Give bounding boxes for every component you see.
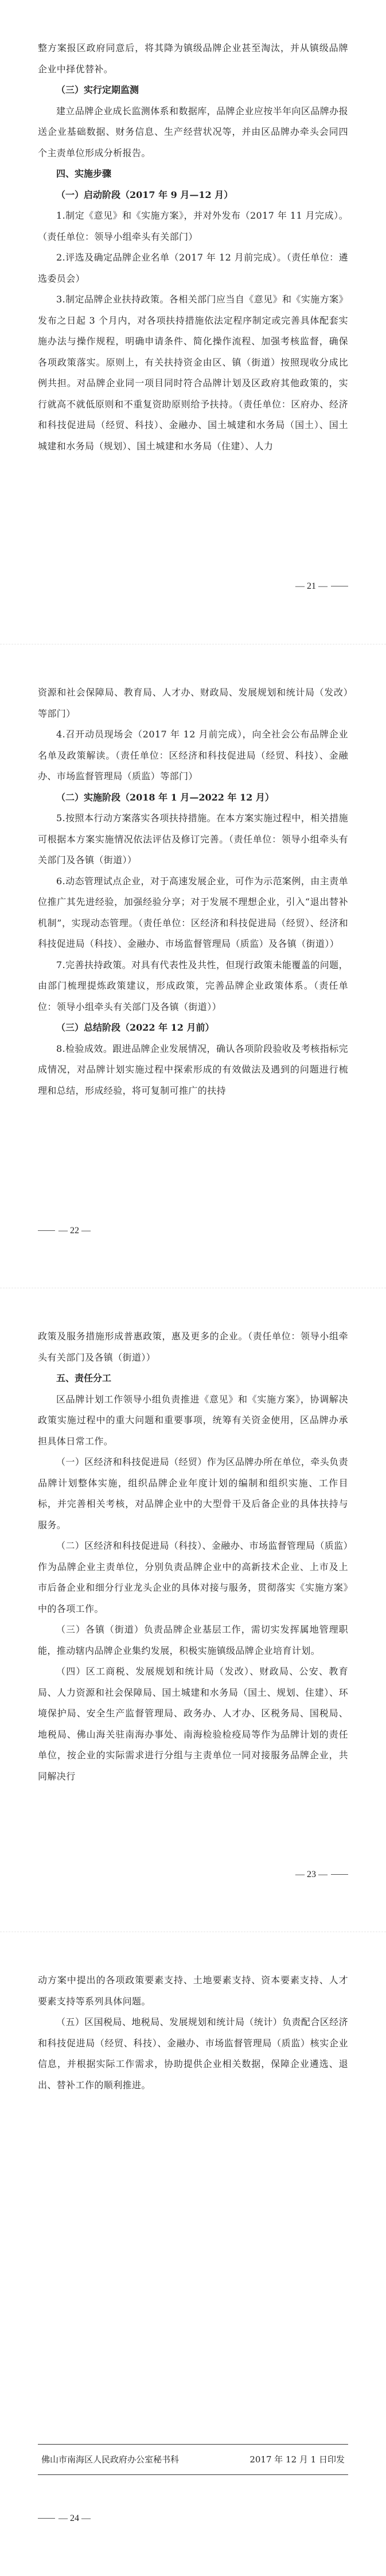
issuing-office: 佛山市南海区人民政府办公室秘书科 <box>41 2454 180 2465</box>
section-heading: （二）实施阶段（2018 年 1 月—2022 年 12 月） <box>56 791 274 803</box>
document-page-23 <box>0 1288 386 1932</box>
page-body <box>38 682 348 1101</box>
page-number-text: — 21 — <box>295 581 327 591</box>
paragraph: （一）区经济和科技促进局（经贸）作为区品牌办所在单位，牵头负责品牌计划整体实施，组织品牌企业年度计划的编制和组织实施、工作目标，并完善相关考核，对品牌企业中的大型骨干及后备企业的具体扶持与服务。 <box>38 1456 348 1530</box>
document-page-24 <box>0 1932 386 2576</box>
chapter-heading: 五、责任分工 <box>56 1373 112 1384</box>
page-number-text: — 23 — <box>295 1870 327 1879</box>
page-number-rule <box>331 1874 348 1875</box>
paragraph: 7.完善扶持政策。对具有代表性及共性，但现行政策未能覆盖的问题，由部门梳理提炼政策建议，形成政策，完善品牌企业政策体系。（责任单位：领导小组牵头有关部门及各镇（街道）） <box>38 959 348 1012</box>
paragraph: 动方案中提出的各项政策要素支持、土地要素支持、资本要素支持、人才要素支持等系列具体问题。 <box>38 1975 348 2007</box>
paragraph: 整方案报区政府同意后，将其降为镇级品牌企业甚至淘汰，并从镇级品牌企业中择优替补。 <box>38 42 348 75</box>
issue-date: 2017 年 12 月 1 日印发 <box>249 2454 345 2465</box>
page-body <box>38 1326 348 1787</box>
paragraph: 3.制定品牌企业扶持政策。各相关部门应当自《意见》和《实施方案》发布之日起 3 个月内，对各项扶持措施依法定程序制定或完善具体配套实施办法与操作规程，明确申请条件、简化操作流程、加强考核监督，确保各项政策落实。原则上，有关扶持资金由区、镇（街道）按照现收分成比例共担。对品牌企业同一项目同时符合品牌计划及区政府其他政策的，实行就高不就低原则和不重复资助原则给予扶持。（责任单位：区府办、经济和科技促进局（经贸、科技）、金融办、国土城建和水务局（国土）、国土城建和水务局（规划）、国土城建和水务局（住建）、人力 <box>38 294 348 452</box>
document-page-22 <box>0 644 386 1288</box>
page-number <box>38 2512 348 2526</box>
page-body <box>38 1970 348 2096</box>
page-number <box>38 1224 348 1238</box>
section-heading: （三）总结阶段（2022 年 12 月前） <box>56 1022 215 1033</box>
paragraph: 6.动态管理试点企业，对于高速发展企业，可作为示范案例，由主责单位推广其先进经验，加强经验分享；对于发展不理想企业，引入“退出替补机制”，实现动态管理。（责任单位：区经济和科技促进局（经贸）、经济和科技促进局（科技）、金融办、市场监督管理局（质监）及各镇（街道）） <box>38 875 348 949</box>
paragraph: 4.召开动员现场会（2017 年 12 月前完成），向全社会公布品牌企业名单及政策解读。（责任单位：区经济和科技促进局（经贸、科技）、金融办、市场监督管理局（质监）等部门） <box>38 729 348 782</box>
paragraph: 5.按照本行动方案落实各项扶持措施。在本方案实施过程中，相关措施可根据本方案实施情况依法评估及修订完善。（责任单位：领导小组牵头有关部门及各镇（街道）） <box>38 813 348 865</box>
section-heading: （三）实行定期监测 <box>56 84 139 95</box>
paragraph: 政策及服务措施形成普惠政策，惠及更多的企业。（责任单位：领导小组牵头有关部门及各镇（街道）） <box>38 1331 348 1363</box>
paragraph: 1.制定《意见》和《实施方案》，并对外发布（2017 年 11 月完成）。（责任单位：领导小组牵头有关部门） <box>38 210 348 242</box>
paragraph: （三）各镇（街道）负责品牌企业基层工作，需切实发挥属地管理职能，推动辖内品牌企业集约发展，积极实施镇级品牌企业培育计划。 <box>38 1624 348 1656</box>
chapter-heading: 四、实施步骤 <box>56 168 112 179</box>
document-page-21 <box>0 0 386 644</box>
issuance-footer <box>38 2444 348 2475</box>
paragraph: 2.评选及确定品牌企业名单（2017 年 12 月前完成）。（责任单位：遴选委员会） <box>38 252 348 284</box>
paragraph: 8.检验成效。跟进品牌企业发展情况，确认各项阶段验收及考核指标完成情况，对品牌计划实施过程中探索形成的有效做法及遇到的问题进行梳理和总结，形成经验，将可复制可推广的扶持 <box>38 1043 348 1096</box>
section-heading: （一）启动阶段（2017 年 9 月—12 月） <box>56 189 233 200</box>
page-number <box>38 1868 348 1882</box>
paragraph: 资源和社会保障局、教育局、人才办、财政局、发展规划和统计局（发改）等部门） <box>38 687 348 719</box>
paragraph: 区品牌计划工作领导小组负责推进《意见》和《实施方案》，协调解决政策实施过程中的重大问题和重要事项，统筹有关资金使用，区品牌办承担具体日常工作。 <box>38 1393 348 1447</box>
paragraph: 建立品牌企业成长监测体系和数据库，品牌企业应按半年向区品牌办报送企业基础数据、财务信息、生产经营状况等，并由区品牌办牵头会同四个主责单位形成分析报告。 <box>38 105 348 158</box>
page-number-text: — 22 — <box>59 1226 91 1235</box>
paragraph: （四）区工商税、发展规划和统计局（发改）、财政局、公安、教育局、人力资源和社会保障局、国土城建和水务局（国土、规划、住建）、环境保护局、安全生产监督管理局、政务办、人才办、区税务局、国税局、地税局、佛山海关驻南海办事处、南海检验检疫局等作为品牌计划的责任单位，按企业的实际需求进行分组与主责单位一同对接服务品牌企业，共同解决行 <box>38 1666 348 1782</box>
paragraph: （二）区经济和科技促进局（科技）、金融办、市场监督管理局（质监）作为品牌企业主责单位，分别负责品牌企业中的高新技术企业、上市及上市后备企业和细分行业龙头企业的具体对接与服务，贯彻落实《实施方案》中的各项工作。 <box>38 1540 348 1614</box>
page-number <box>38 580 348 593</box>
page-number-rule <box>38 1230 55 1231</box>
page-body <box>38 38 348 457</box>
page-number-rule <box>38 2518 55 2519</box>
page-number-text: — 24 — <box>59 2513 91 2523</box>
paragraph: （五）区国税局、地税局、发展规划和统计局（统计）负责配合区经济和科技促进局（经贸、科技）、金融办、市场监督管理局（质监）核实企业信息，并根据实际工作需求，协助提供企业相关数据，保障企业遴选、退出、替补工作的顺利推进。 <box>38 2016 348 2091</box>
